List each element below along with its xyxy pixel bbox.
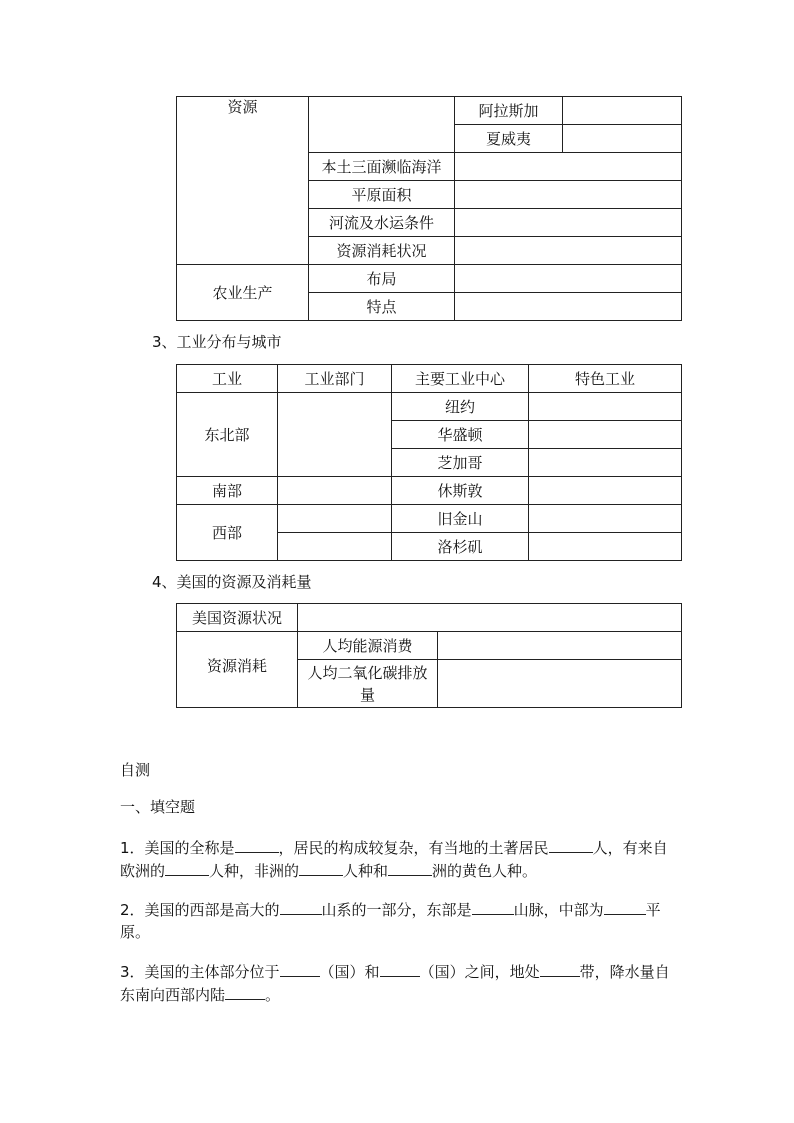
section3-heading: 3、工业分布与城市 — [152, 333, 282, 351]
empty-cell — [529, 421, 682, 449]
consumption-table — [176, 603, 682, 708]
west-label: 西部 — [211, 523, 242, 542]
question-3 — [120, 960, 680, 1006]
plain-area-cell — [309, 181, 455, 209]
empty-cell — [455, 293, 682, 321]
city-cell — [392, 505, 529, 533]
q2-text-a: 2．美国的西部是高大的 — [120, 901, 280, 919]
header-cell — [392, 365, 529, 393]
south-cell — [177, 477, 278, 505]
consumption-cell — [177, 632, 298, 708]
empty-cell — [309, 97, 455, 153]
empty-cell — [529, 533, 682, 561]
blank-field[interactable] — [472, 898, 514, 915]
q1-text-f: 洲的黄色人种。 — [432, 862, 538, 880]
plain-area-label: 平原面积 — [351, 185, 412, 204]
layout-label: 布局 — [366, 269, 397, 288]
q3-text-c: （国）之间，地处 — [419, 963, 540, 981]
blank-field[interactable] — [549, 836, 593, 853]
northeast-cell — [177, 393, 278, 477]
city-cell — [392, 477, 529, 505]
empty-cell — [563, 97, 682, 125]
three-sides-label: 本土三面濒临海洋 — [321, 157, 442, 176]
empty-cell — [278, 477, 392, 505]
header-cell — [177, 365, 278, 393]
resource-status-label: 美国资源状况 — [191, 608, 282, 627]
city-houston: 休斯敦 — [437, 481, 483, 500]
empty-cell — [529, 393, 682, 421]
empty-cell — [278, 393, 392, 477]
empty-cell — [278, 533, 392, 561]
empty-cell — [455, 181, 682, 209]
header-cell — [529, 365, 682, 393]
resource-consumption-cell — [309, 237, 455, 265]
header-cell — [278, 365, 392, 393]
blank-field[interactable] — [235, 836, 279, 853]
q2-text-c: 山脉，中部为 — [513, 901, 604, 919]
city-losangeles: 洛杉矶 — [437, 537, 483, 556]
q1-text-c: 人，有来自欧洲的 — [120, 839, 668, 880]
q3-text-e: 。 — [265, 986, 281, 1004]
resource-status-cell — [177, 604, 298, 632]
section4-heading: 4、美国的资源及消耗量 — [152, 573, 312, 591]
energy-cell — [298, 632, 438, 660]
empty-cell — [455, 153, 682, 181]
blank-field[interactable] — [280, 960, 320, 977]
q3-text-d: 带，降水量自东南向西部内陆 — [120, 963, 670, 1004]
empty-cell — [298, 604, 682, 632]
northeast-label: 东北部 — [204, 425, 250, 444]
blank-field[interactable] — [604, 898, 646, 915]
alaska-cell — [455, 97, 563, 125]
empty-cell — [455, 265, 682, 293]
q1-text-a: 1．美国的全称是 — [120, 839, 235, 857]
city-cell — [392, 533, 529, 561]
header-special: 特色工业 — [574, 369, 635, 388]
header-centers: 主要工业中心 — [414, 369, 505, 388]
hawaii-label: 夏威夷 — [485, 129, 531, 148]
empty-cell — [455, 209, 682, 237]
empty-cell — [455, 237, 682, 265]
header-sector: 工业部门 — [304, 369, 365, 388]
agriculture-cell — [177, 265, 309, 321]
city-cell — [392, 421, 529, 449]
empty-cell — [529, 449, 682, 477]
city-sanfrancisco: 旧金山 — [437, 509, 483, 528]
blank-field[interactable] — [165, 859, 209, 876]
three-sides-cell — [309, 153, 455, 181]
blank-field[interactable] — [380, 960, 420, 977]
city-washington: 华盛顿 — [437, 425, 483, 444]
q2-text-b: 山系的一部分，东部是 — [321, 901, 472, 919]
q3-text-b: （国）和 — [319, 963, 380, 981]
resources-label: 资源 — [227, 98, 258, 116]
resource-consumption-label: 资源消耗状况 — [336, 241, 427, 260]
section1-heading: 一、填空题 — [120, 798, 196, 816]
empty-cell — [438, 660, 682, 708]
q2-text-d: 平原。 — [120, 901, 661, 941]
co2-label: 人均二氧化碳排放量 — [307, 663, 428, 704]
south-label: 南部 — [211, 481, 242, 500]
layout-cell — [309, 265, 455, 293]
empty-cell — [563, 125, 682, 153]
question-2 — [120, 898, 680, 943]
city-chicago: 芝加哥 — [437, 453, 483, 472]
selftest-title: 自测 — [120, 761, 151, 779]
q3-text-a: 3．美国的主体部分位于 — [120, 963, 280, 981]
blank-field[interactable] — [299, 859, 343, 876]
consumption-label: 资源消耗 — [206, 657, 267, 675]
alaska-label: 阿拉斯加 — [478, 101, 539, 120]
blank-field[interactable] — [388, 859, 432, 876]
industry-table — [176, 364, 682, 561]
blank-field[interactable] — [280, 898, 322, 915]
empty-cell — [278, 505, 392, 533]
west-cell — [177, 505, 278, 561]
question-1 — [120, 836, 680, 882]
empty-cell — [529, 477, 682, 505]
features-cell — [309, 293, 455, 321]
resources-table — [176, 96, 682, 321]
empty-cell — [529, 505, 682, 533]
features-label: 特点 — [366, 297, 397, 316]
rivers-cell — [309, 209, 455, 237]
blank-field[interactable] — [225, 983, 265, 1000]
header-industry: 工业 — [211, 369, 242, 388]
q1-text-e: 人种和 — [343, 862, 389, 880]
rivers-label: 河流及水运条件 — [328, 213, 434, 232]
city-newyork: 纽约 — [444, 397, 475, 416]
q1-text-d: 人种，非洲的 — [209, 862, 300, 880]
agriculture-label: 农业生产 — [212, 283, 273, 302]
hawaii-cell — [455, 125, 563, 153]
energy-label: 人均能源消费 — [322, 636, 413, 655]
blank-field[interactable] — [540, 960, 580, 977]
city-cell — [392, 393, 529, 421]
resources-label-cell — [177, 97, 309, 265]
co2-cell — [298, 660, 438, 708]
city-cell — [392, 449, 529, 477]
empty-cell — [438, 632, 682, 660]
q1-text-b: ，居民的构成较复杂，有当地的土著居民 — [278, 839, 549, 857]
